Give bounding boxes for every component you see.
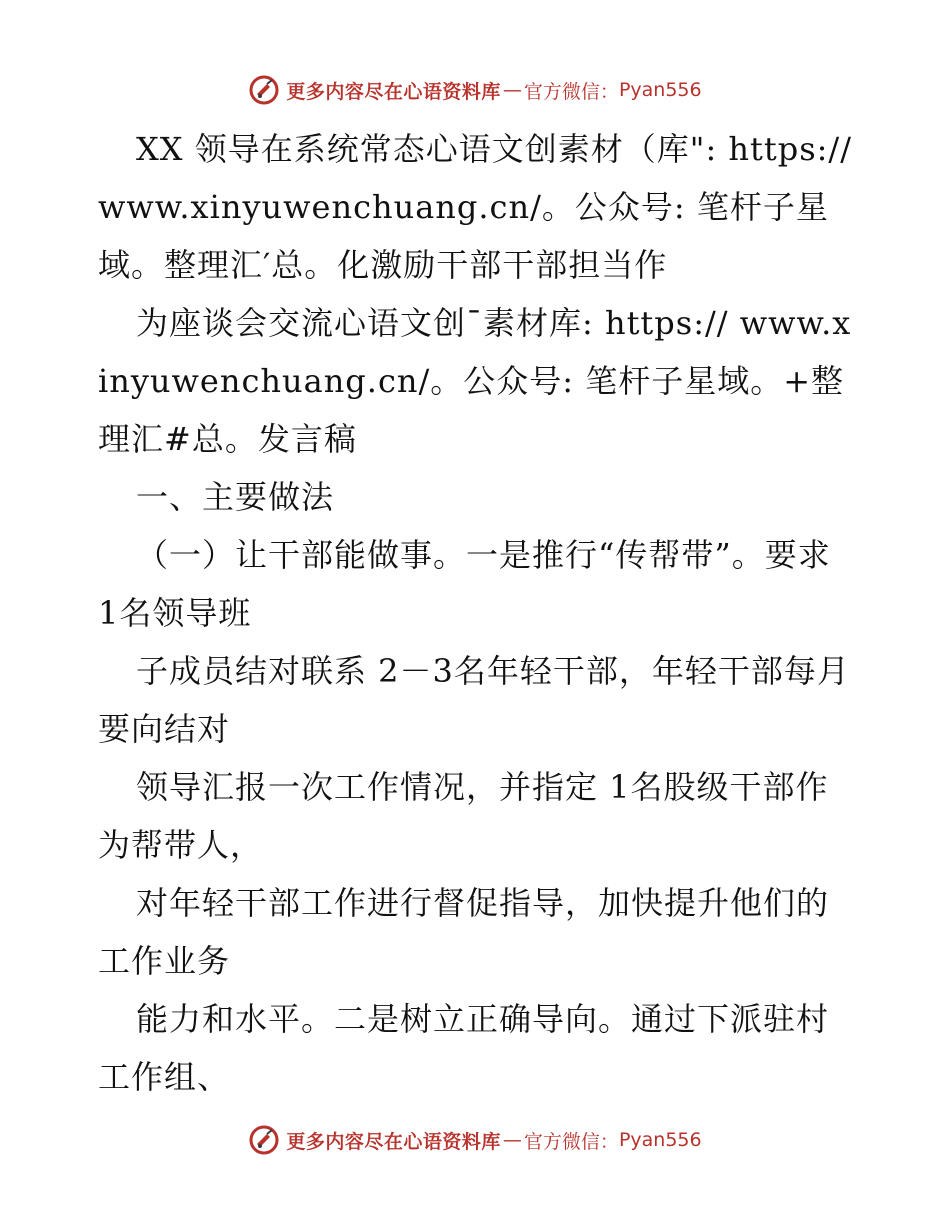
paragraph-8: 能力和水平。二是树立正确导向。通过下派驻村工作组、 bbox=[98, 1000, 830, 1096]
paragraph-4: （一）让干部能做事。一是推行“传帮带”。要求 1名领导班 bbox=[98, 536, 831, 632]
paragraph-2: 为座谈会交流心语文创¯素材库: https:// www.xinyuwenchuang.cn/。公众号: 笔杆子星域。+整理汇#总。发言稿 bbox=[98, 304, 852, 458]
banner-dash: — bbox=[502, 1129, 522, 1151]
hand-pen-logo-icon bbox=[248, 1124, 280, 1156]
paragraph-7: 对年轻干部工作进行督促指导，加快提升他们的工作业务 bbox=[98, 884, 830, 980]
paragraph-6: 领导汇报一次工作情况，并指定 1名股级干部作为帮带人， bbox=[98, 768, 829, 864]
banner-wechat-handle: Pyan556 bbox=[618, 79, 702, 101]
header-banner bbox=[0, 70, 950, 110]
paragraph-1: XX 领导在系统常态心语文创素材（库": https://www.xinyuwenchuang.cn/。公众号: 笔杆子星域。整理汇′总。化激励干部干部担当作 bbox=[98, 130, 852, 284]
banner-brand: 更多内容尽在心语资料库 bbox=[286, 80, 501, 103]
banner-wechat-label: 官方微信： bbox=[523, 1130, 619, 1153]
banner-wechat-label: 官方微信： bbox=[523, 80, 619, 103]
banner-dash: — bbox=[502, 79, 522, 101]
footer-banner bbox=[0, 1120, 950, 1160]
paragraph-5: 子成员结对联系 2－3名年轻干部，年轻干部每月要向结对 bbox=[98, 652, 850, 748]
document-body bbox=[98, 120, 858, 1106]
banner-wechat-handle: Pyan556 bbox=[618, 1129, 702, 1151]
section-heading: 一、主要做法 bbox=[136, 478, 335, 516]
hand-pen-logo-icon bbox=[248, 74, 280, 106]
banner-brand: 更多内容尽在心语资料库 bbox=[286, 1130, 501, 1153]
